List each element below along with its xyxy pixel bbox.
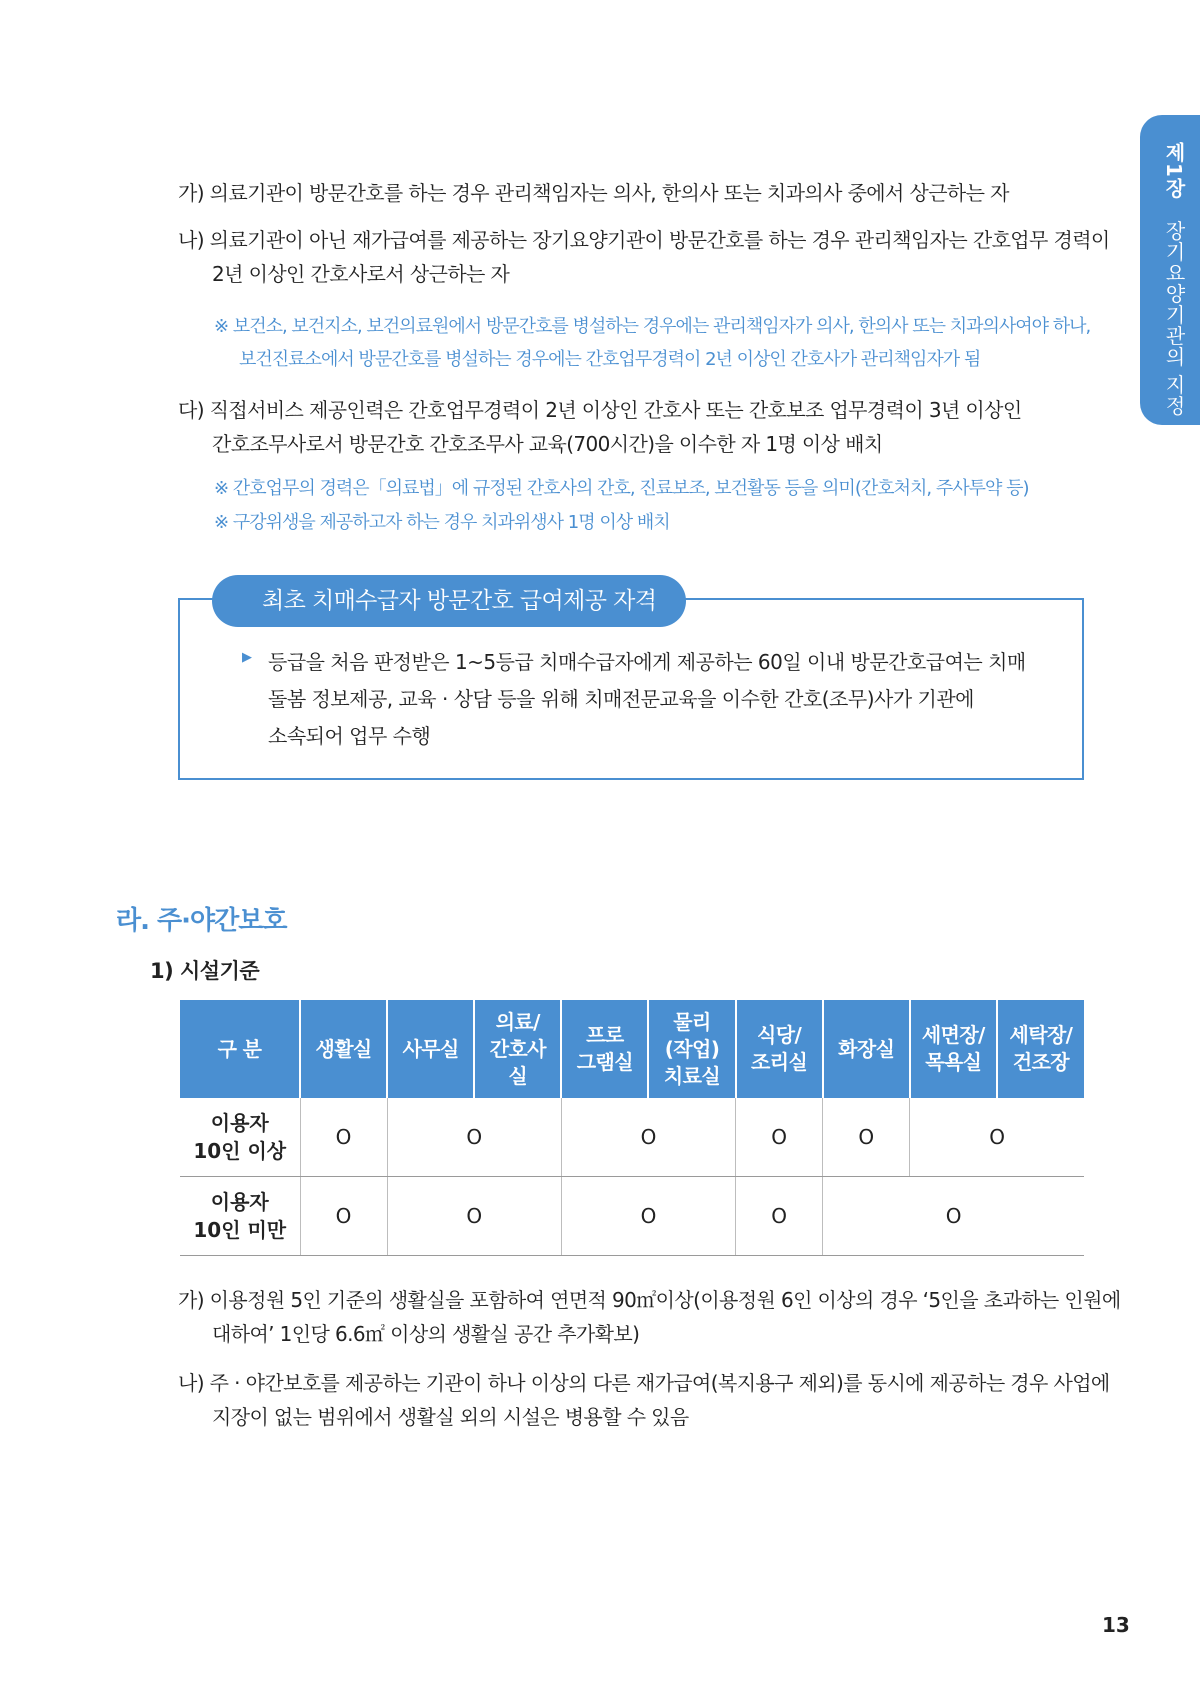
staffing-note-3: ※ 구강위생을 제공하고자 하는 경우 치과위생사 1명 이상 배치: [214, 512, 670, 533]
table-cell: O: [736, 1098, 823, 1177]
facility-note-ga: 가) 이용정원 5인 기준의 생활실을 포함하여 연면적 90㎡이상(이용정원 6인 이상의 경우 ‘5인을 초과하는 인원에 대하여’ 1인당 6.6㎡ 이상의 생활실 공간 추가확보): [178, 1288, 1121, 1346]
table-cell: O: [300, 1098, 387, 1177]
table-cell: O: [387, 1098, 561, 1177]
table-cell: O: [387, 1177, 561, 1256]
table-cell: O: [823, 1098, 910, 1177]
info-box-title: 최초 치매수급자 방문간호 급여제공 자격: [212, 575, 686, 627]
table-header: 식당/ 조리실: [736, 1000, 823, 1098]
info-box-text: 등급을 처음 판정받은 1~5등급 치매수급자에게 제공하는 60일 이내 방문간호급여는 치매 돌봄 정보제공, 교육 · 상담 등을 위해 치매전문교육을 이수한 간호(조무)사가 기관에 소속되어 업무 수행: [268, 650, 1026, 748]
table-header: 물리 (작업) 치료실: [648, 1000, 735, 1098]
table-header: 프로 그램실: [561, 1000, 648, 1098]
table-header: 세면장/ 목욕실: [910, 1000, 997, 1098]
facility-note-na: 나) 주 · 야간보호를 제공하는 기관이 하나 이상의 다른 재가급여(복지용구 제외)를 동시에 제공하는 경우 사업에 지장이 없는 범위에서 생활실 외의 시설은 병용할 수 있음: [178, 1371, 1110, 1429]
chapter-title: 장기요양기관의 지정: [1162, 220, 1186, 417]
table-header: 생활실: [300, 1000, 387, 1098]
table-cell: O: [561, 1098, 735, 1177]
table-header: 화장실: [823, 1000, 910, 1098]
table-cell: O: [300, 1177, 387, 1256]
table-header: 사무실: [387, 1000, 474, 1098]
staffing-item-da: 다) 직접서비스 제공인력은 간호업무경력이 2년 이상인 간호사 또는 간호보조 업무경력이 3년 이상인 간호조무사로서 방문간호 간호조무사 교육(700시간)을 이수한 자 1명 이상 배치: [178, 398, 1022, 456]
staffing-note-2: ※ 간호업무의 경력은「의료법」에 규정된 간호사의 간호, 진료보조, 보건활동 등을 의미(간호처치, 주사투약 등): [214, 478, 1029, 499]
table-row: [180, 1177, 1084, 1256]
table-cell: O: [736, 1177, 823, 1256]
table-cell: O: [561, 1177, 735, 1256]
table-header: 구 분: [180, 1000, 300, 1098]
table-cell: O: [910, 1098, 1084, 1177]
table-header: 의료/ 간호사 실: [474, 1000, 561, 1098]
page-number: 13: [1102, 1613, 1130, 1637]
section-title: 라. 주·야간보호: [116, 906, 287, 936]
chapter-number: 제1장: [1162, 142, 1186, 199]
facility-standards-table: [180, 1000, 1084, 1256]
table-header: 세탁장/ 건조장: [997, 1000, 1084, 1098]
chapter-side-tab-label: [1160, 142, 1189, 417]
row-label: 이용자 10인 미만: [180, 1177, 300, 1256]
table-header-row: [180, 1000, 1084, 1098]
staffing-note-1: ※ 보건소, 보건지소, 보건의료원에서 방문간호를 병설하는 경우에는 관리책임자가 의사, 한의사 또는 치과의사여야 하나, 보건진료소에서 방문간호를 병설하는 경우에는 간호업무경력이 2년 이상인 간호사가 관리책임자가 됨: [214, 316, 1091, 370]
table-cell: O: [823, 1177, 1084, 1256]
table-row: [180, 1098, 1084, 1177]
staffing-item-na: 나) 의료기관이 아닌 재가급여를 제공하는 장기요양기관이 방문간호를 하는 경우 관리책임자는 간호업무 경력이 2년 이상인 간호사로서 상근하는 자: [178, 228, 1110, 286]
triangle-bullet-icon: ▶: [242, 650, 252, 665]
row-label: 이용자 10인 이상: [180, 1098, 300, 1177]
staffing-item-ga: 가) 의료기관이 방문간호를 하는 경우 관리책임자는 의사, 한의사 또는 치과의사 중에서 상근하는 자: [178, 181, 1009, 205]
section-subtitle: 1) 시설기준: [150, 959, 260, 983]
